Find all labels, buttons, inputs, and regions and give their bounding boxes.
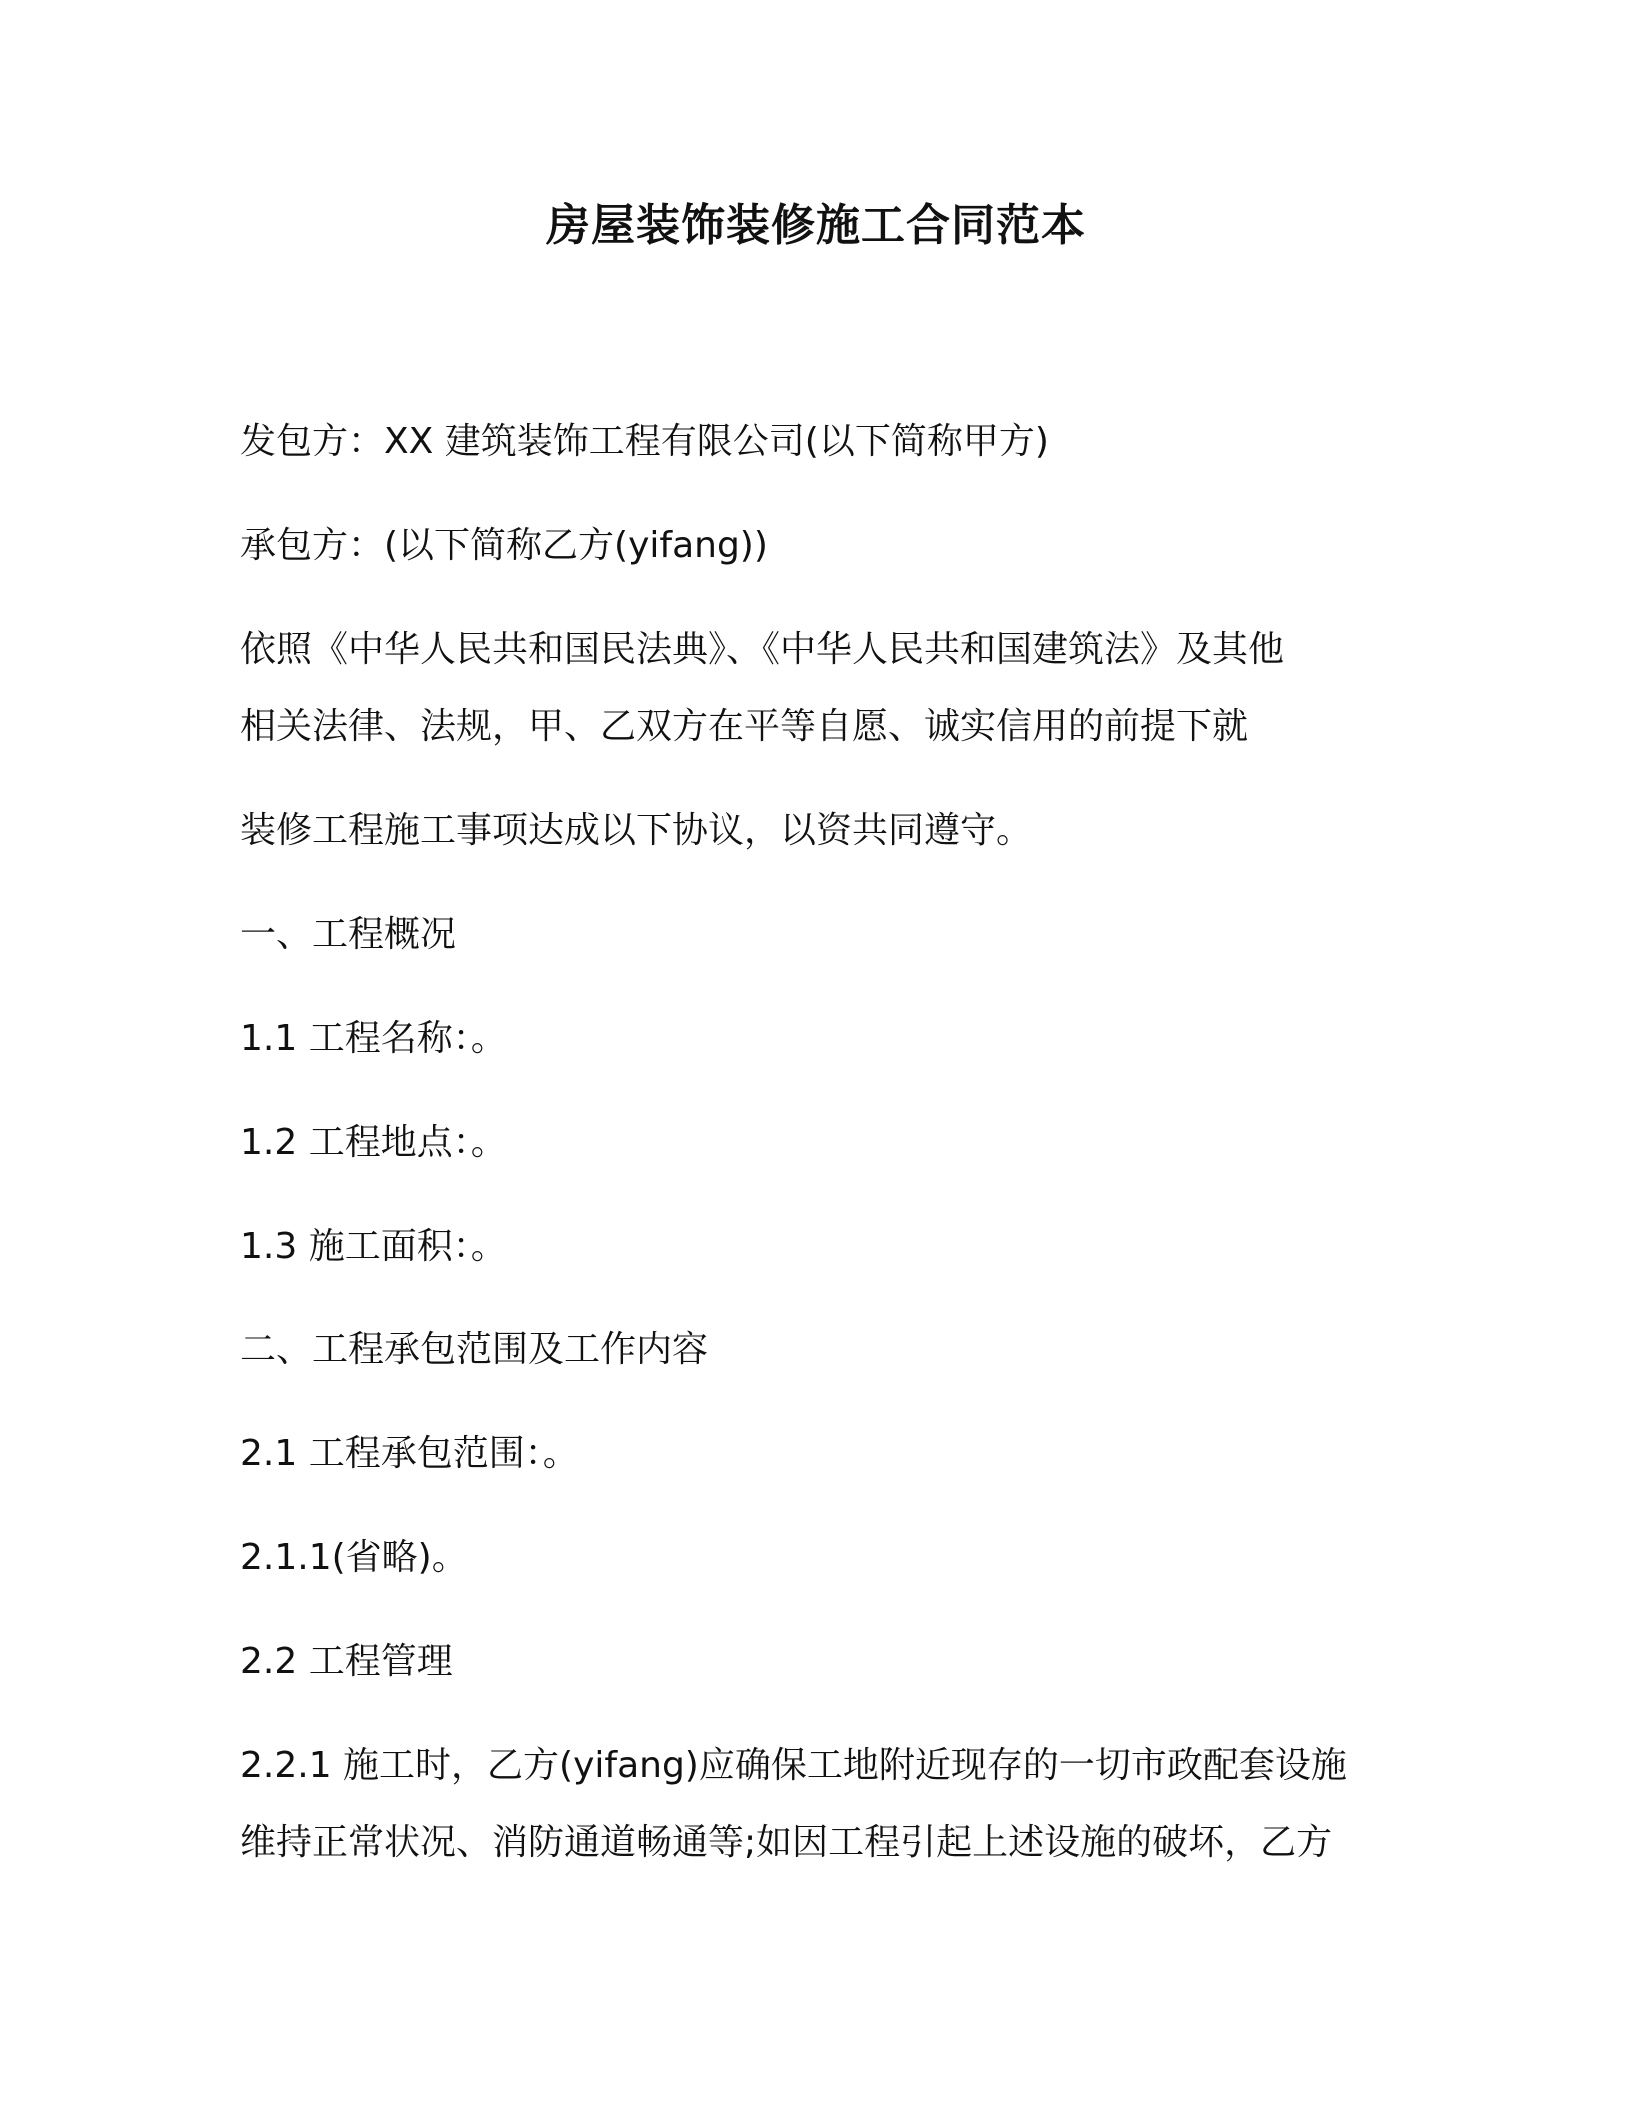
clause-1-2: 1.2 工程地点：。 xyxy=(240,1122,507,1163)
clause-2-2-1-line-1: 2.2.1 施工时，乙方(yifang)应确保工地附近现存的一切市政配套设施 xyxy=(240,1745,1347,1786)
clause-2-2-1-line-2: 维持正常状况、消防通道畅通等;如因工程引起上述设施的破坏，乙方 xyxy=(240,1822,1333,1863)
clause-2-1: 2.1 工程承包范围：。 xyxy=(240,1433,579,1474)
party-a-line: 发包方：XX 建筑装饰工程有限公司(以下简称甲方) xyxy=(240,421,1049,462)
clause-2-1-1: 2.1.1(省略)。 xyxy=(240,1537,468,1578)
party-b-line: 承包方：(以下简称乙方(yifang)) xyxy=(240,525,768,566)
section-heading-2: 二、工程承包范围及工作内容 xyxy=(240,1329,709,1370)
document-title: 房屋装饰装修施工合同范本 xyxy=(546,200,1086,251)
preamble-line-1: 依照《中华人民共和国民法典》、《中华人民共和国建筑法》及其他 xyxy=(240,629,1285,670)
section-heading-1: 一、工程概况 xyxy=(240,914,457,955)
preamble-line-3: 装修工程施工事项达成以下协议，以资共同遵守。 xyxy=(240,810,1033,851)
clause-1-1: 1.1 工程名称：。 xyxy=(240,1018,507,1059)
clause-1-3: 1.3 施工面积：。 xyxy=(240,1226,507,1267)
preamble-line-2: 相关法律、法规，甲、乙双方在平等自愿、诚实信用的前提下就 xyxy=(240,706,1249,747)
clause-2-2: 2.2 工程管理 xyxy=(240,1641,453,1682)
